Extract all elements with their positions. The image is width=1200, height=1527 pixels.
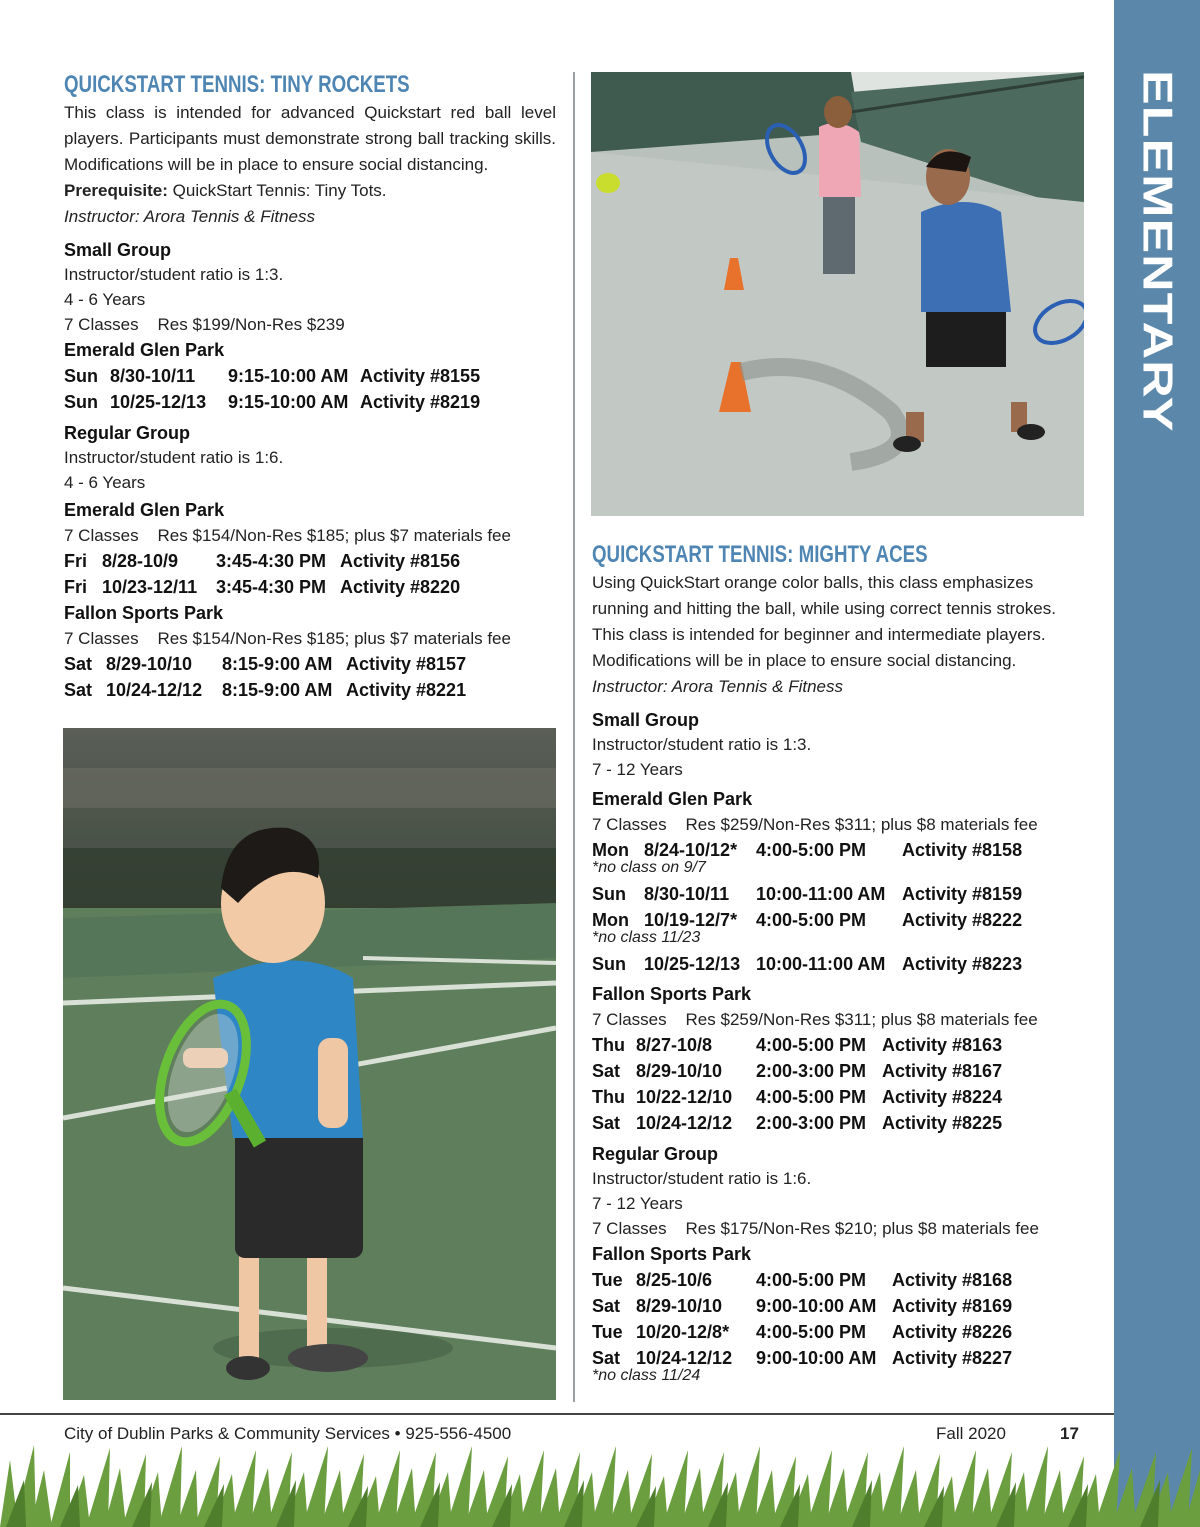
park-name: Fallon Sports Park — [592, 984, 752, 1004]
row-day: Sat — [592, 1061, 621, 1081]
row-activity: Activity #8221 — [346, 680, 467, 700]
row-day: Sun — [592, 954, 626, 974]
row-day: Thu — [592, 1087, 625, 1107]
row-time: 4:00-5:00 PM — [756, 1035, 867, 1055]
schedule-row — [592, 1110, 1086, 1136]
row-time: 10:00-11:00 AM — [756, 954, 886, 974]
row-activity: Activity #8226 — [892, 1322, 1013, 1342]
row-activity: Activity #8168 — [892, 1270, 1013, 1290]
row-activity: Activity #8223 — [902, 954, 1023, 974]
footer-org: City of Dublin Parks & Community Services • 925-556-4500 — [64, 1424, 512, 1443]
grass-decoration — [0, 1440, 1200, 1527]
park-name: Emerald Glen Park — [592, 789, 753, 809]
row-activity: Activity #8224 — [882, 1087, 1003, 1107]
ages: 4 - 6 Years — [64, 290, 146, 309]
instructor: Instructor: Arora Tennis & Fitness — [592, 677, 844, 696]
row-time: 9:00-10:00 AM — [756, 1348, 877, 1368]
schedule-row — [592, 1267, 1086, 1293]
classes-fee: 7 Classes Res $154/Non-Res $185; plus $7 materials fee — [64, 526, 511, 545]
side-tab-label: ELEMENTARY — [1133, 70, 1181, 433]
classes-fee: 7 Classes Res $175/Non-Res $210; plus $8 materials fee — [592, 1219, 1039, 1238]
section-title-mighty-aces: QUICKSTART TENNIS: MIGHTY ACES — [592, 541, 928, 568]
prerequisite-label: Prerequisite: — [64, 181, 168, 200]
photo-kids-court-image — [591, 72, 1084, 516]
schedule-note: *no class on 9/7 — [592, 859, 706, 876]
prerequisite-value: QuickStart Tennis: Tiny Tots. — [167, 181, 387, 200]
section-description: This class is intended for advanced Quickstart red ball level players. Participants must demonstrate strong ball tracking skills. Modifications will be in place to ensure social distancing. — [64, 103, 556, 174]
row-day: Tue — [592, 1322, 623, 1342]
classes-fee: 7 Classes Res $154/Non-Res $185; plus $7 materials fee — [64, 629, 511, 648]
ages: 7 - 12 Years — [592, 1194, 683, 1213]
row-day: Sun — [64, 366, 98, 386]
row-dates: 10/24-12/12 — [636, 1113, 733, 1133]
row-day: Sat — [592, 1348, 621, 1368]
park-name: Fallon Sports Park — [592, 1244, 752, 1264]
row-time: 3:45-4:30 PM — [216, 577, 327, 597]
row-time: 9:00-10:00 AM — [756, 1296, 877, 1316]
row-time: 8:15-9:00 AM — [222, 654, 333, 674]
row-day: Sat — [592, 1296, 621, 1316]
row-dates: 10/25-12/13 — [644, 954, 741, 974]
schedule-row — [592, 951, 1086, 977]
ratio: Instructor/student ratio is 1:3. — [64, 265, 284, 284]
row-dates: 8/27-10/8 — [636, 1035, 713, 1055]
ages: 4 - 6 Years — [64, 473, 146, 492]
row-day: Sun — [64, 392, 98, 412]
column-divider — [573, 72, 575, 1402]
schedule-row — [64, 389, 556, 415]
schedule-row — [64, 574, 556, 600]
row-day: Sat — [64, 680, 93, 700]
row-day: Tue — [592, 1270, 623, 1290]
small-group-heading: Small Group — [64, 240, 172, 260]
row-time: 4:00-5:00 PM — [756, 910, 867, 930]
schedule-note: *no class 11/24 — [592, 1367, 701, 1384]
schedule-row — [592, 881, 1086, 907]
row-dates: 10/24-12/12 — [106, 680, 203, 700]
row-activity: Activity #8227 — [892, 1348, 1013, 1368]
row-dates: 8/28-10/9 — [102, 551, 179, 571]
row-day: Sun — [592, 884, 626, 904]
row-day: Fri — [64, 577, 88, 597]
photo-child-tennis-image — [63, 728, 556, 1400]
row-time: 3:45-4:30 PM — [216, 551, 327, 571]
ratio: Instructor/student ratio is 1:3. — [592, 735, 812, 754]
schedule-row — [64, 651, 556, 677]
row-activity: Activity #8163 — [882, 1035, 1003, 1055]
row-time: 4:00-5:00 PM — [756, 840, 867, 860]
section-title-tiny-rockets: QUICKSTART TENNIS: TINY ROCKETS — [64, 71, 410, 98]
instructor: Instructor: Arora Tennis & Fitness — [64, 207, 316, 226]
row-activity: Activity #8158 — [902, 840, 1023, 860]
row-time: 2:00-3:00 PM — [756, 1061, 867, 1081]
section-description: Using QuickStart orange color balls, this class emphasizes running and hitting the ball, while using correct tennis strokes. This class is intended for beginner and intermediate players. Modifications will be in place to ensure social distancing. — [592, 573, 1056, 670]
photo-child-tennis — [63, 728, 556, 1400]
footer-rule — [0, 1413, 1114, 1415]
row-day: Thu — [592, 1035, 625, 1055]
row-time: 4:00-5:00 PM — [756, 1270, 867, 1290]
row-dates: 8/30-10/11 — [110, 366, 196, 386]
regular-group-heading: Regular Group — [64, 423, 191, 443]
row-day: Fri — [64, 551, 88, 571]
row-activity: Activity #8220 — [340, 577, 461, 597]
row-dates: 10/22-12/10 — [636, 1087, 733, 1107]
footer-season: Fall 2020 — [936, 1424, 1006, 1443]
row-time: 8:15-9:00 AM — [222, 680, 333, 700]
row-dates: 10/19-12/7* — [644, 910, 738, 930]
row-dates: 8/29-10/10 — [636, 1061, 723, 1081]
row-activity: Activity #8155 — [360, 366, 481, 386]
row-activity: Activity #8167 — [882, 1061, 1003, 1081]
right-column — [592, 540, 1086, 1387]
ages: 7 - 12 Years — [592, 760, 683, 779]
park-name: Emerald Glen Park — [64, 500, 225, 520]
row-dates: 8/29-10/10 — [106, 654, 193, 674]
row-activity: Activity #8156 — [340, 551, 461, 571]
schedule-row — [592, 1319, 1086, 1345]
photo-kids-court — [591, 72, 1084, 516]
row-activity: Activity #8157 — [346, 654, 467, 674]
park-name: Emerald Glen Park — [64, 340, 225, 360]
row-time: 9:15-10:00 AM — [228, 366, 349, 386]
row-dates: 10/23-12/11 — [102, 577, 198, 597]
row-day: Mon — [592, 840, 629, 860]
row-time: 10:00-11:00 AM — [756, 884, 886, 904]
row-time: 9:15-10:00 AM — [228, 392, 349, 412]
row-dates: 8/25-10/6 — [636, 1270, 713, 1290]
row-activity: Activity #8219 — [360, 392, 481, 412]
schedule-row — [592, 1032, 1086, 1058]
row-dates: 10/20-12/8* — [636, 1322, 730, 1342]
row-time: 2:00-3:00 PM — [756, 1113, 867, 1133]
classes-fee: 7 Classes Res $199/Non-Res $239 — [64, 315, 345, 334]
ratio: Instructor/student ratio is 1:6. — [592, 1169, 812, 1188]
prerequisite — [64, 178, 556, 204]
row-day: Mon — [592, 910, 629, 930]
row-activity: Activity #8169 — [892, 1296, 1013, 1316]
schedule-row — [592, 1084, 1086, 1110]
left-column — [64, 70, 556, 703]
classes-fee: 7 Classes Res $259/Non-Res $311; plus $8 materials fee — [592, 1010, 1038, 1029]
schedule-row — [592, 1058, 1086, 1084]
schedule-row — [592, 1293, 1086, 1319]
small-group-heading: Small Group — [592, 710, 700, 730]
row-dates: 10/24-12/12 — [636, 1348, 733, 1368]
schedule-row — [64, 548, 556, 574]
ratio: Instructor/student ratio is 1:6. — [64, 448, 284, 467]
row-day: Sat — [64, 654, 93, 674]
row-time: 4:00-5:00 PM — [756, 1087, 867, 1107]
row-dates: 10/25-12/13 — [110, 392, 207, 412]
row-activity: Activity #8225 — [882, 1113, 1003, 1133]
row-activity: Activity #8222 — [902, 910, 1023, 930]
row-day: Sat — [592, 1113, 621, 1133]
row-activity: Activity #8159 — [902, 884, 1023, 904]
footer-page-number: 17 — [1060, 1424, 1079, 1443]
schedule-row — [64, 363, 556, 389]
regular-group-heading: Regular Group — [592, 1144, 719, 1164]
row-dates: 8/29-10/10 — [636, 1296, 723, 1316]
row-dates: 8/30-10/11 — [644, 884, 730, 904]
park-name: Fallon Sports Park — [64, 603, 224, 623]
row-time: 4:00-5:00 PM — [756, 1322, 867, 1342]
row-dates: 8/24-10/12* — [644, 840, 738, 860]
schedule-note: *no class 11/23 — [592, 929, 701, 946]
schedule-row — [64, 677, 556, 703]
classes-fee: 7 Classes Res $259/Non-Res $311; plus $8 materials fee — [592, 815, 1038, 834]
